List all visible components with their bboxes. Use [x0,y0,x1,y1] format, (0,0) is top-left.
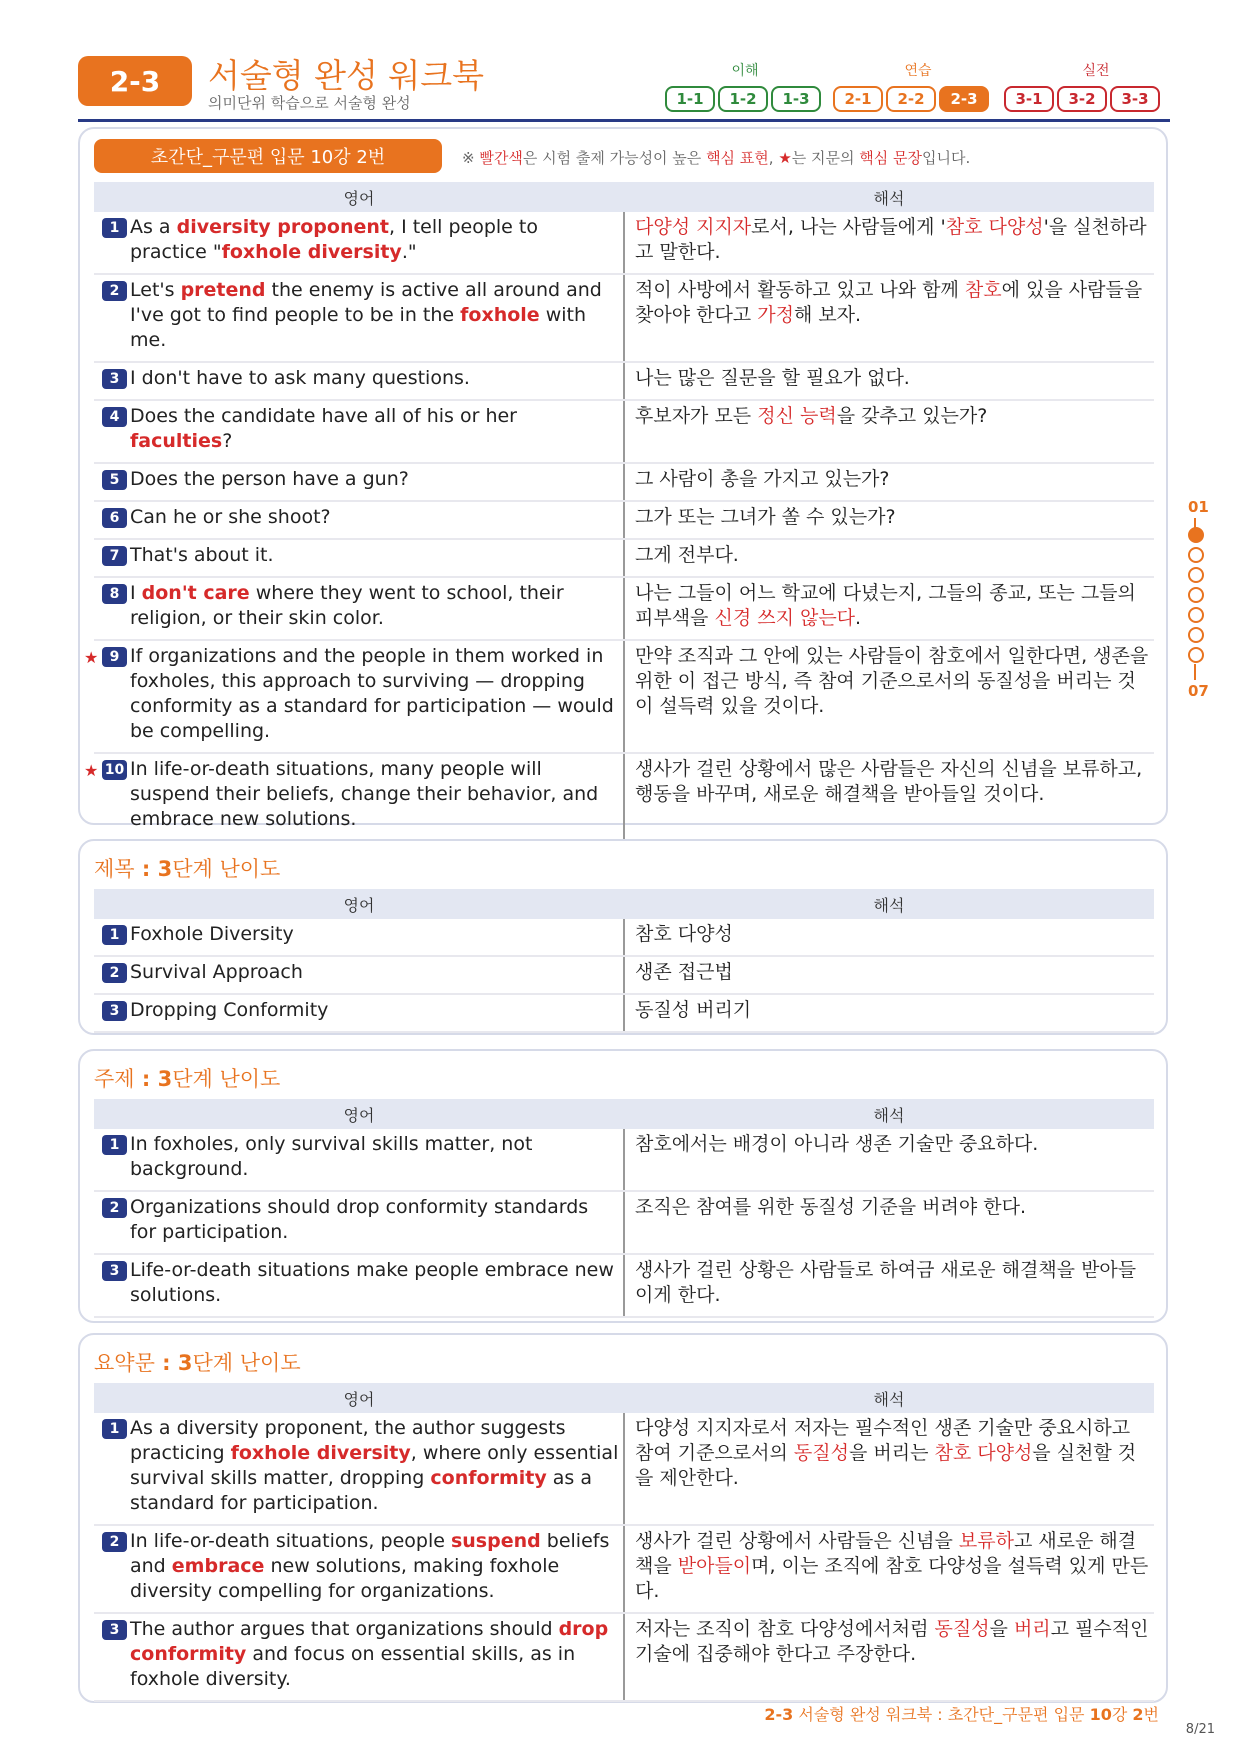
korean-cell [624,362,1154,400]
main-passage-section [78,127,1168,830]
english-cell [94,577,624,640]
table-row [94,362,1154,400]
korean-cell [624,1191,1154,1254]
key-expression: don't care [141,582,250,604]
table-row [94,753,1154,841]
translation-text: 생존 접근법 [635,961,733,983]
col-english: 영어 [94,889,624,919]
sentence-text: Foxhole Diversity [130,923,294,945]
table-row [94,400,1154,463]
table-row [94,539,1154,577]
key-expression: diversity proponent [176,216,389,238]
english-cell [94,212,624,274]
translation-text: . [855,607,862,629]
section-heading: 주제 : 3단계 난이도 [94,1067,281,1091]
table-row [94,212,1154,274]
col-korean: 해석 [624,1099,1154,1129]
title-section [78,839,1168,1035]
key-translation: 받아들이 [677,1555,752,1577]
translation-text: 고 필수적인 기술에 집중해야 한다고 주장한다. [635,1618,1149,1665]
sentence-number: 2 [102,1198,127,1218]
translation-text: 동질성 버리기 [635,999,752,1021]
summary-section [78,1333,1168,1703]
translation-text: 생사가 걸린 상황에서 사람들은 신념을 [635,1530,959,1552]
key-expression: foxhole [460,304,540,326]
table-row [94,1191,1154,1254]
col-english: 영어 [94,1383,624,1413]
korean-cell [624,919,1154,956]
korean-cell [624,212,1154,274]
english-sentence [98,581,619,631]
side-nav-line [1194,664,1196,680]
english-cell [84,753,624,841]
korean-cell [624,956,1154,994]
group-label-practice: 연습 [904,63,932,79]
theme-section [78,1049,1168,1323]
col-korean: 해석 [624,1383,1154,1413]
table-row [94,1613,1154,1701]
sentence-number: 1 [102,218,127,238]
korean-cell [624,1254,1154,1317]
theme-table [94,1099,1154,1318]
english-sentence [98,1195,619,1245]
translation-text: 로서, 나는 사람들에게 ' [751,216,946,238]
table-row [94,956,1154,994]
korean-cell [624,577,1154,640]
col-korean: 해석 [624,889,1154,919]
side-nav-end: 07 [1188,682,1209,700]
key-expression: drop conformity [130,1618,609,1665]
translation-text: 조직은 참여를 위한 동질성 기준을 버려야 한다. [635,1196,1027,1218]
korean-cell [624,640,1154,753]
table-row [94,1413,1154,1525]
translation-text: 나는 많은 질문을 할 필요가 없다. [635,367,910,389]
korean-cell [624,463,1154,501]
side-nav-start: 01 [1188,498,1209,516]
key-expression: conformity [430,1467,547,1489]
korean-cell [624,1413,1154,1525]
korean-cell [624,400,1154,463]
sentence-number: 8 [102,584,127,604]
korean-cell [624,1525,1154,1613]
translation-text: 며, 이는 조직에 참호 다양성을 설득력 있게 만든다. [635,1555,1149,1602]
sentence-number: 3 [102,1261,127,1281]
sentence-text: , I tell people to practice " [130,216,538,263]
sentence-text: ." [401,241,417,263]
table-row [94,463,1154,501]
english-sentence [84,757,619,832]
sentence-text: In life-or-death situations, many people will suspend their beliefs, change their behavior, and embrace new solutions. [130,758,599,830]
english-cell [94,994,624,1032]
sentence-number: 4 [102,407,127,427]
sentence-text: Does the person have a gun? [130,468,409,490]
sentence-text: Let's [130,279,181,301]
sentence-text: As a [130,216,177,238]
english-cell [94,1413,624,1525]
section-heading: 제목 : 3단계 난이도 [94,857,281,881]
translation-text: 에 있을 사람들을 찾아야 한다고 [635,279,1143,326]
table-row [94,1254,1154,1317]
sentence-text: Life-or-death situations make people embrace new solutions. [130,1259,614,1306]
english-sentence [98,505,619,530]
sentence-text: as a standard for participation. [130,1467,592,1514]
table-row [94,577,1154,640]
sentence-text: and focus on essential skills, as in foxhole diversity. [130,1643,576,1690]
col-english: 영어 [94,182,624,212]
english-sentence [98,1416,619,1516]
table-row [94,640,1154,753]
sentence-number: 5 [102,470,127,490]
sentence-text: with me. [130,304,587,351]
key-translation: 신경 쓰지 않는다 [714,607,856,629]
english-sentence [98,543,619,568]
korean-cell [624,501,1154,539]
step-group-understand [665,86,821,112]
english-sentence [98,1132,619,1182]
key-expression: suspend [450,1530,541,1552]
key-translation: 버리 [1013,1618,1051,1640]
english-cell [84,640,624,753]
sentence-text: ? [222,430,233,452]
korean-cell [624,994,1154,1032]
sentence-text: Organizations should drop conformity standards for participation. [130,1196,589,1243]
english-cell [94,1254,624,1317]
footer-caption: 2-3 서술형 완성 워크북 : 초간단_구문편 입문 10강 2번 [764,1705,1159,1724]
sentence-number: 7 [102,546,127,566]
page-dot-icon[interactable] [1188,527,1204,543]
page-dot-icon[interactable] [1188,627,1204,643]
sentence-text: In life-or-death situations, people [130,1530,451,1552]
key-expression: foxhole diversity [230,1442,411,1464]
key-expression: faculties [130,430,223,452]
english-sentence [98,467,619,492]
table-row [94,1525,1154,1613]
english-sentence [98,404,619,454]
sentence-number: 2 [102,1532,127,1552]
passage-table [84,182,1154,842]
sentence-text: As a diversity proponent, the author suggests practicing [130,1417,566,1464]
translation-text: 을 버리는 [848,1442,935,1464]
page-title: 서술형 완성 워크북 [208,56,485,95]
korean-cell [624,274,1154,362]
translation-text: 참호 다양성 [635,923,733,945]
sentence-text: I don't have to ask many questions. [130,367,470,389]
summary-table [94,1383,1154,1702]
sentence-number: 3 [102,1001,127,1021]
english-sentence [98,922,619,947]
table-row [94,994,1154,1032]
key-translation: 가정 [757,304,794,326]
translation-text: 적이 사방에서 활동하고 있고 나와 함께 [635,279,965,301]
key-translation: 참호 다양성 [934,1442,1033,1464]
english-cell [94,539,624,577]
english-sentence [98,215,619,265]
translation-text: 생사가 걸린 상황에서 많은 사람들은 자신의 신념을 보류하고, 행동을 바꾸며, 새로운 해결책을 받아들일 것이다. [635,758,1143,805]
key-translation: 참호 다양성 [945,216,1044,238]
page-number: 8/21 [1185,1722,1215,1737]
english-cell [94,1613,624,1701]
sentence-number: 2 [102,963,127,983]
translation-text: 저자는 조직이 참호 다양성에서처럼 [635,1618,935,1640]
english-sentence [84,644,619,744]
title-table [94,889,1154,1033]
page-dot-icon[interactable] [1188,647,1204,663]
sentence-number: 3 [102,1620,127,1640]
english-cell [94,501,624,539]
sentence-text: That's about it. [130,544,274,566]
step-3-1[interactable]: 3-1 [1004,86,1054,112]
group-label-real: 실전 [1082,63,1110,79]
table-row [94,1129,1154,1191]
translation-text: 고 새로운 해결책을 [635,1530,1137,1577]
english-sentence [98,1617,619,1692]
section-heading: 요약문 : 3단계 난이도 [94,1351,301,1375]
english-sentence [98,366,619,391]
page-dot-icon[interactable] [1188,567,1204,583]
key-sentence-star-icon: ★ [84,648,99,667]
header-divider [78,119,1170,122]
sentence-text: Can he or she shoot? [130,506,331,528]
english-cell [94,463,624,501]
english-sentence [98,960,619,985]
english-sentence [98,1258,619,1308]
page-dot-icon[interactable] [1188,587,1204,603]
korean-cell [624,539,1154,577]
translation-text: 그게 전부다. [635,544,739,566]
korean-cell [624,1129,1154,1191]
sentence-number: 3 [102,369,127,389]
legend-note: ※ 빨간색은 시험 출제 가능성이 높은 핵심 표현, ★는 지문의 핵심 문장입니다. [462,149,971,167]
table-row [94,501,1154,539]
english-sentence [98,998,619,1023]
sentence-text: where they went to school, their religion, or their skin color. [130,582,564,629]
sentence-text: new solutions, making foxhole diversity compelling for organizations. [130,1555,560,1602]
translation-text: '을 실천하라고 말한다. [635,216,1147,263]
korean-cell [624,1613,1154,1701]
sentence-text: the enemy is active all around and I've got to find people to be in the [130,279,602,326]
english-cell [94,919,624,956]
sentence-text: , where only essential survival skills matter, dropping [130,1442,619,1489]
sentence-number: 6 [102,508,127,528]
key-translation: 참호 [964,279,1002,301]
translation-text: 을 실천할 것을 제안한다. [635,1442,1137,1489]
key-expression: foxhole diversity [221,241,402,263]
translation-text: 다양성 지지자로서 저자는 필수적인 생존 기술만 중요시하고 참여 기준으로서의 [635,1417,1131,1464]
step-2-1[interactable]: 2-1 [833,86,883,112]
sentence-number: 1 [102,1135,127,1155]
sentence-text: Dropping Conformity [130,999,329,1021]
translation-text: 생사가 걸린 상황은 사람들로 하여금 새로운 해결책을 받아들이게 한다. [635,1259,1137,1306]
key-translation: 정신 능력 [757,405,837,427]
sentence-number: 1 [102,925,127,945]
sentence-text: If organizations and the people in them worked in foxholes, this approach to surviving — dropping conformity as a standard for participation — would be compelling. [130,645,614,742]
sentence-text: beliefs and [130,1530,610,1577]
english-cell [94,274,624,362]
key-translation: 다양성 지지자 [635,216,752,238]
sentence-number: 10 [102,760,127,780]
key-translation: 동질성 [793,1442,849,1464]
translation-text: 그가 또는 그녀가 쏠 수 있는가? [635,506,896,528]
translation-text: 을 갖추고 있는가? [836,405,988,427]
english-sentence [98,278,619,353]
step-2-2[interactable]: 2-2 [886,86,936,112]
english-cell [94,400,624,463]
col-korean: 해석 [624,182,1154,212]
lesson-badge: 2-3 [78,56,192,106]
english-cell [94,1525,624,1613]
sentence-number: 9 [102,647,127,667]
step-2-3[interactable]: 2-3 [939,86,989,112]
translation-text: 만약 조직과 그 안에 있는 사람들이 참호에서 일한다면, 생존을 위한 이 접근 방식, 즉 참여 기준으로서의 동질성을 버리는 것이 설득력 있을 것이다. [635,645,1149,717]
english-cell [94,956,624,994]
key-translation: 보류하 [958,1530,1014,1552]
table-row [94,919,1154,956]
translation-text: 나는 그들이 어느 학교에 다녔는지, 그들의 종교, 또는 그들의 피부색을 [635,582,1136,629]
sentence-text: In foxholes, only survival skills matter, not background. [130,1133,533,1180]
step-1-1[interactable]: 1-1 [665,86,715,112]
english-cell [94,362,624,400]
english-cell [94,1129,624,1191]
table-row [94,274,1154,362]
sentence-text: Does the candidate have all of his or her [130,405,517,427]
col-english: 영어 [94,1099,624,1129]
translation-text: 해 보자. [793,304,862,326]
translation-text: 을 [989,1618,1014,1640]
page-subtitle: 의미단위 학습으로 서술형 완성 [208,94,411,112]
step-3-3[interactable]: 3-3 [1110,86,1160,112]
korean-cell [624,753,1154,841]
translation-text: 그 사람이 총을 가지고 있는가? [635,468,890,490]
step-1-2[interactable]: 1-2 [718,86,768,112]
english-sentence [98,1529,619,1604]
key-expression: embrace [171,1555,265,1577]
step-group-practice [833,86,989,112]
sentence-text: The author argues that organizations should [130,1618,559,1640]
step-3-2[interactable]: 3-2 [1057,86,1107,112]
key-sentence-star-icon: ★ [84,761,99,780]
page-dot-icon[interactable] [1188,547,1204,563]
sentence-number: 2 [102,281,127,301]
translation-text: 참호에서는 배경이 아니라 생존 기술만 중요하다. [635,1133,1039,1155]
sentence-text: I [130,582,142,604]
sentence-text: Survival Approach [130,961,303,983]
group-label-understand: 이해 [731,63,759,79]
key-translation: 동질성 [934,1618,990,1640]
step-1-3[interactable]: 1-3 [771,86,821,112]
page-dot-icon[interactable] [1188,607,1204,623]
key-expression: pretend [180,279,266,301]
lesson-pill: 초간단_구문편 입문 10강 2번 [94,139,442,173]
sentence-number: 1 [102,1419,127,1439]
step-group-real [1004,86,1160,112]
translation-text: 후보자가 모든 [635,405,758,427]
english-cell [94,1191,624,1254]
